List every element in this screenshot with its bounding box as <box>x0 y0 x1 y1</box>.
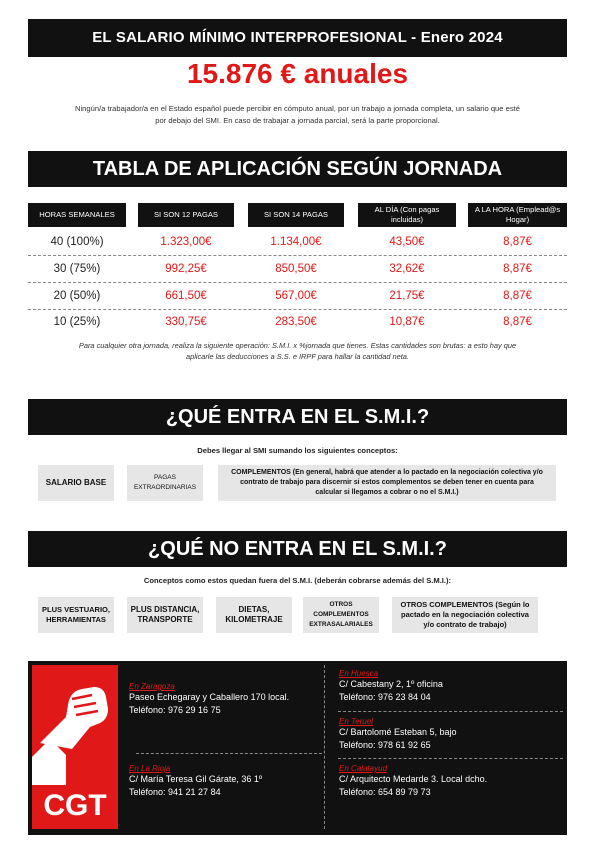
table-cell: 10,87€ <box>389 316 425 328</box>
table-cell: 43,50€ <box>389 236 425 248</box>
concept-box: OTROS COMPLEMENTOS (Según lo pactado en la negociación colectiva y/o contrato de trabajo) <box>392 597 538 633</box>
table-cell: 10 (25%) <box>53 316 101 328</box>
table-cell: 283,50€ <box>275 316 317 328</box>
table-row <box>28 256 567 283</box>
table-cell: 32,62€ <box>389 263 425 275</box>
divider <box>136 753 322 754</box>
table-row <box>28 309 567 335</box>
cgt-logo <box>32 665 118 829</box>
office-la-rioja: En La Rioja C/ María Teresa Gil Gárate, 36 1º Teléfono: 941 21 27 84 <box>129 764 263 797</box>
concept-box: SALARIO BASE <box>38 465 114 501</box>
table-row <box>28 229 567 256</box>
concept-box: COMPLEMENTOS (En general, habrá que atender a lo pactado en la negociación colectiva y/o contrato de trabajo para discernir si estos complementos se deben tener en cuenta para calcular si llegamos a cobrar o no el S.M.I.) <box>218 465 556 501</box>
excludes-subtitle: Conceptos como estos quedan fuera del S.M.I. (deberán cobrarse además del S.M.I.): <box>143 576 452 585</box>
office-zaragoza: En Zaragoza Paseo Echegaray y Caballero 170 local. Teléfono: 976 29 16 75 <box>129 682 290 715</box>
office-calatayud: En Calatayud C/ Arquitecto Medarde 3. Local dcho. Teléfono: 654 89 79 73 <box>339 764 488 797</box>
table-cell: 30 (75%) <box>53 263 101 275</box>
concept-box: OTROS COMPLEMENTOS EXTRASALARIALES <box>303 597 379 633</box>
concept-box: DIETAS, KILOMETRAJE <box>216 597 292 633</box>
intro-text: Ningún/a trabajador/a en el Estado español puede percibir en cómputo anual, por un trabajo a jornada completa, un salario que esté por debajo del SMI. En caso de trabajar a jornada parcial, será la parte proporcional. <box>75 104 520 125</box>
table-cell: 8,87€ <box>503 236 532 248</box>
table-note: Para cualquier otra jornada, realiza la siguiente operación: S.M.I. x %jornada que tienes. Estas cantidades son brutas: a esto hay que aplicarle las deducciones a S.S. e IRPF para hallar la cantidad neta. <box>78 341 517 361</box>
table-cell: 21,75€ <box>389 290 425 302</box>
table-cell: 8,87€ <box>503 290 532 302</box>
concept-box: PAGAS EXTRAORDINARIAS <box>127 465 203 501</box>
table-cell: 330,75€ <box>165 316 207 328</box>
logo-text: CGT <box>43 789 107 822</box>
table-title: TABLA DE APLICACIÓN SEGÚN JORNADA <box>28 151 567 187</box>
table-cell: 20 (50%) <box>53 290 101 302</box>
col-header-hours: HORAS SEMANALES <box>28 203 126 227</box>
col-header-14-pagas: SI SON 14 PAGAS <box>248 203 344 227</box>
col-header-hourly: A LA HORA (Emplead@s Hogar) <box>468 203 567 227</box>
table-cell: 8,87€ <box>503 316 532 328</box>
includes-subtitle: Debes llegar al SMI sumando los siguientes conceptos: <box>197 446 398 455</box>
concept-box: PLUS VESTUARIO, HERRAMIENTAS <box>38 597 114 633</box>
divider <box>324 665 326 829</box>
table-row <box>28 283 567 310</box>
table-cell: 1.134,00€ <box>270 236 322 248</box>
office-teruel: En Teruel C/ Bartolomé Esteban 5, bajo Teléfono: 978 61 92 65 <box>339 717 457 750</box>
concept-box: PLUS DISTANCIA, TRANSPORTE <box>127 597 203 633</box>
table-cell: 8,87€ <box>503 263 532 275</box>
table-cell: 661,50€ <box>165 290 207 302</box>
table-cell: 992,25€ <box>165 263 207 275</box>
page-title: EL SALARIO MÍNIMO INTERPROFESIONAL - Enero 2024 <box>28 19 567 57</box>
col-header-daily: AL DÍA (Con pagas incluidas) <box>358 203 456 227</box>
excludes-title: ¿QUÉ NO ENTRA EN EL S.M.I.? <box>28 531 567 567</box>
annual-amount: 15.876 € anuales <box>186 58 409 89</box>
table-cell: 567,00€ <box>275 290 317 302</box>
includes-title: ¿QUÉ ENTRA EN EL S.M.I.? <box>28 399 567 435</box>
col-header-12-pagas: SI SON 12 PAGAS <box>138 203 234 227</box>
divider <box>338 758 563 759</box>
contact-footer <box>28 661 567 835</box>
office-huesca: En Huesca C/ Cabestany 2, 1º oficina Teléfono: 976 23 84 04 <box>339 669 443 702</box>
table-cell: 40 (100%) <box>50 236 104 248</box>
table-cell: 1.323,00€ <box>160 236 212 248</box>
table-cell: 850,50€ <box>275 263 317 275</box>
divider <box>338 711 563 712</box>
fist-icon <box>32 665 118 785</box>
